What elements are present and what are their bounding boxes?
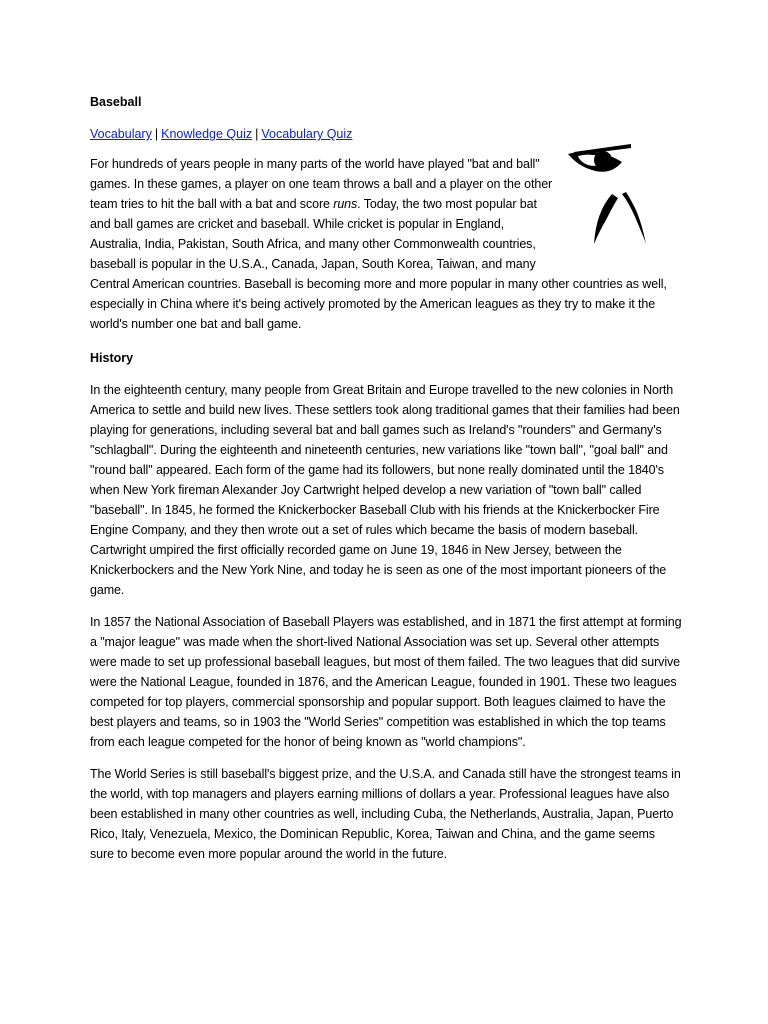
baseball-batter-pictogram-icon <box>566 140 686 270</box>
history-paragraph-2: In 1857 the National Association of Baseball Players was established, and in 1871 the first attempt at forming a "major league" was made when the short-lived National Association was set up. Several other attempts were made to set up professional baseball leagues, but most of them failed. The two leagues that did survive were the National League, founded in 1876, and the American League, founded in 1901. These two leagues competed for top players, commercial sponsorship and popular support. Both leagues claimed to have the best players and teams, so in 1903 the "World Series" competition was established in which the top teams from each league competed for the honor of being known as "world champions". <box>90 615 682 749</box>
intro-text-part1: For hundreds of years people in many parts of the world have played "bat and ball" games. In these games, a player on one team throws a ball and a player on the other team tries to hit the ball with a bat and score <box>90 157 553 211</box>
section-heading-history: History <box>90 351 134 365</box>
knowledge-quiz-link[interactable]: Knowledge Quiz <box>161 127 253 141</box>
link-separator: | <box>255 127 259 141</box>
vocabulary-quiz-link[interactable]: Vocabulary Quiz <box>261 127 353 141</box>
vocabulary-link[interactable]: Vocabulary <box>90 127 152 141</box>
intro-emphasis: runs <box>333 197 358 211</box>
baseball-pictogram <box>566 140 686 270</box>
document-page <box>90 92 682 876</box>
intro-text-part2: . Today, the two most popular bat and ball games are cricket and baseball. While cricket is popular in England, Australia, India, Pakistan, South Africa, and many other Commonwealth countries, baseball is popular in the U.S.A., Canada, Japan, South Korea, Taiwan, and many Central American countries. Baseball is becoming more and more popular in many other countries as well, especially in China where it's being actively promoted by the American leagues as they try to make it the world's number one bat and ball game. <box>90 197 667 331</box>
history-paragraph-1: In the eighteenth century, many people from Great Britain and Europe travelled to the new colonies in North America to settle and build new lives. These settlers took along traditional games that their families had been playing for generations, including several bat and ball games such as Ireland's "rounders" and Germany's "schlagball". During the eighteenth and nineteenth centuries, new variations like "town ball", "goal ball" and "round ball" appeared. Each form of the game had its followers, but none really dominated until the 1840's when New York fireman Alexander Joy Cartwright helped develop a new variation of "town ball" called "baseball". In 1845, he formed the Knickerbocker Baseball Club with his friends at the Knickerbocker Fire Engine Company, and they then wrote out a set of rules which became the basis of modern baseball. Cartwright umpired the first officially recorded game on June 19, 1846 in New Jersey, between the Knickerbockers and the New York Nine, and today he is seen as one of the most important pioneers of the game. <box>90 383 680 597</box>
page-title: Baseball <box>90 95 142 109</box>
history-paragraph-3: The World Series is still baseball's biggest prize, and the U.S.A. and Canada still have the strongest teams in the world, with top managers and players earning millions of dollars a year. Professional leagues have also been established in many other countries as well, including Cuba, the Netherlands, Australia, Japan, Puerto Rico, Italy, Venezuela, Mexico, the Dominican Republic, Korea, Taiwan and China, and the game seems sure to become even more popular around the world in the future. <box>90 767 681 861</box>
link-separator: | <box>154 127 159 141</box>
